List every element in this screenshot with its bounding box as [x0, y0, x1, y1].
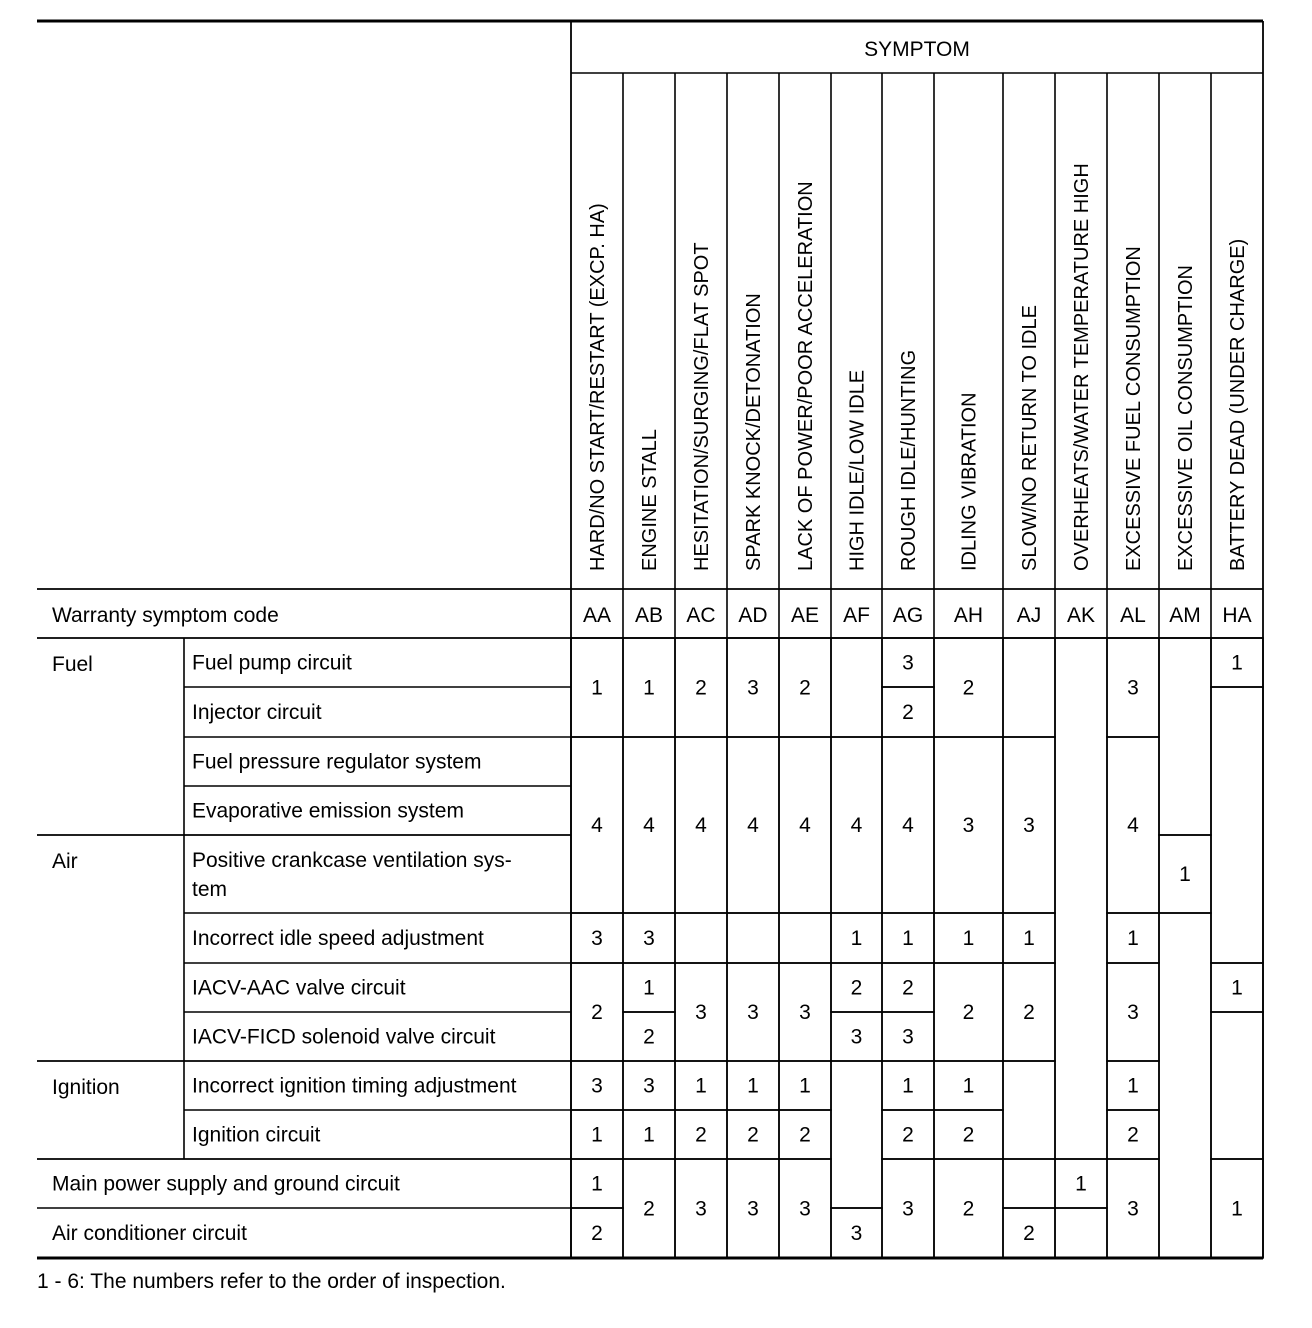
- matrix-cell: [1211, 1012, 1263, 1159]
- inspection-order-value: 2: [695, 1123, 707, 1147]
- inspection-order-value: 3: [1023, 814, 1035, 837]
- symptom-label-group: [898, 350, 920, 571]
- inspection-order-value: 3: [695, 1001, 707, 1024]
- symptom-label: SLOW/NO RETURN TO IDLE: [1019, 305, 1041, 571]
- inspection-order-value: 2: [962, 1123, 975, 1147]
- symptom-code: AB: [634, 604, 664, 627]
- inspection-order-value: 1: [1179, 863, 1191, 886]
- inspection-order-value: 1: [643, 976, 655, 1000]
- symptom-label-group: [959, 392, 981, 571]
- inspection-order-value: 3: [695, 1197, 707, 1221]
- symptom-code: AM: [1169, 604, 1201, 627]
- symptom-code: HA: [1222, 604, 1252, 627]
- inspection-order-value: 3: [1127, 1001, 1139, 1024]
- inspection-order-value: 3: [747, 1001, 759, 1024]
- inspection-order-value: 3: [643, 1074, 655, 1098]
- row-item-label-cont: tem: [192, 878, 228, 901]
- inspection-order-value: 2: [902, 1123, 914, 1147]
- matrix-cell: [727, 913, 779, 963]
- warranty-code-label: Warranty symptom code: [52, 604, 279, 627]
- inspection-order-value: 2: [799, 676, 811, 700]
- inspection-order-value: 3: [902, 651, 914, 675]
- inspection-order-value: 2: [902, 701, 914, 724]
- group-label: Ignition: [52, 1076, 120, 1099]
- matrix-cell: [1003, 1061, 1055, 1159]
- inspection-order-value: 1: [1127, 927, 1139, 950]
- symptom-label: EXCESSIVE FUEL CONSUMPTION: [1123, 246, 1145, 571]
- footnote: 1 - 6: The numbers refer to the order of inspection.: [37, 1270, 506, 1293]
- symptom-code: AK: [1066, 604, 1096, 627]
- inspection-order-value: 3: [962, 814, 975, 837]
- symptom-label: HIGH IDLE/LOW IDLE: [846, 369, 869, 571]
- symptom-code: AJ: [1016, 604, 1042, 627]
- matrix-cell: [1211, 687, 1263, 963]
- inspection-order-value: 1: [643, 676, 655, 700]
- symptom-code: AL: [1120, 604, 1146, 627]
- inspection-order-value: 3: [747, 1197, 759, 1221]
- row-item-label: Air conditioner circuit: [52, 1222, 247, 1245]
- inspection-order-value: 1: [799, 1074, 811, 1098]
- inspection-order-value: 2: [747, 1123, 759, 1147]
- inspection-order-value: 3: [591, 1074, 603, 1098]
- symptom-label-group: [587, 203, 609, 571]
- inspection-order-value: 2: [962, 676, 975, 700]
- inspection-order-value: 3: [799, 1001, 811, 1024]
- symptom-label-group: [1071, 163, 1093, 571]
- inspection-order-value: 3: [902, 1025, 914, 1049]
- symptom-label-group: [639, 429, 661, 571]
- inspection-order-value: 1: [850, 927, 863, 950]
- symptom-label: ENGINE STALL: [639, 429, 661, 571]
- matrix-cell: [1003, 1159, 1055, 1208]
- inspection-order-value: 3: [747, 676, 759, 700]
- row-item-label: Ignition circuit: [192, 1123, 321, 1147]
- matrix-cell: [675, 913, 727, 963]
- symptom-code: AG: [892, 604, 924, 627]
- inspection-order-value: 2: [1023, 1001, 1035, 1024]
- inspection-order-value: 2: [1023, 1222, 1035, 1245]
- symptom-label-group: [743, 293, 765, 571]
- matrix-cell: [779, 913, 831, 963]
- inspection-order-value: 2: [902, 976, 914, 1000]
- inspection-order-value: 2: [1127, 1123, 1139, 1147]
- inspection-order-value: 1: [1023, 927, 1035, 950]
- inspection-order-value: 3: [1127, 1197, 1139, 1221]
- symptom-label-group: [691, 242, 713, 571]
- inspection-order-value: 1: [1231, 1197, 1243, 1221]
- row-item-label: Fuel pressure regulator system: [192, 750, 482, 774]
- inspection-order-value: 2: [695, 676, 707, 700]
- matrix-cell: [1003, 638, 1055, 737]
- symptom-label-group: [1227, 239, 1249, 571]
- inspection-order-value: 2: [962, 1197, 975, 1221]
- inspection-order-value: 1: [643, 1123, 655, 1147]
- inspection-order-value: 3: [591, 927, 603, 950]
- inspection-order-value: 1: [1231, 976, 1243, 1000]
- symptom-code: AF: [843, 604, 870, 627]
- symptom-label-group: [1019, 305, 1041, 571]
- row-item-label: Positive crankcase ventilation sys-: [192, 849, 512, 872]
- inspection-order-value: 1: [591, 1172, 603, 1196]
- inspection-order-value: 4: [850, 814, 863, 837]
- symptom-label-group: [795, 181, 817, 571]
- inspection-order-value: 3: [902, 1197, 914, 1221]
- inspection-order-value: 3: [1127, 676, 1139, 700]
- symptom-label: BATTERY DEAD (UNDER CHARGE): [1227, 238, 1249, 571]
- symptom-label: HARD/NO START/RESTART (EXCP. HA): [587, 203, 609, 571]
- inspection-order-value: 1: [1231, 651, 1243, 675]
- inspection-order-value: 3: [850, 1222, 863, 1245]
- row-item-label: IACV-FICD solenoid valve circuit: [192, 1025, 496, 1049]
- inspection-order-value: 1: [1075, 1172, 1087, 1196]
- matrix-cell: [831, 638, 882, 737]
- inspection-order-value: 2: [799, 1123, 811, 1147]
- matrix-cell: [1159, 638, 1211, 835]
- inspection-order-value: 4: [643, 814, 655, 837]
- inspection-order-value: 2: [591, 1222, 603, 1245]
- row-item-label: IACV-AAC valve circuit: [192, 976, 406, 1000]
- inspection-order-value: 1: [1127, 1074, 1139, 1098]
- symptom-label: HESITATION/SURGING/FLAT SPOT: [691, 242, 713, 571]
- inspection-order-value: 2: [643, 1025, 655, 1049]
- inspection-order-value: 1: [902, 1074, 914, 1098]
- symptom-label-group: [1175, 265, 1197, 571]
- matrix-cell: [1159, 913, 1211, 1258]
- symptom-code: AD: [738, 604, 768, 627]
- symptom-code: AA: [582, 604, 612, 627]
- inspection-order-value: 1: [902, 927, 914, 950]
- group-label: Air: [52, 850, 78, 873]
- symptom-label: SPARK KNOCK/DETONATION: [743, 293, 765, 571]
- inspection-order-value: 4: [902, 814, 914, 837]
- row-item-label: Incorrect idle speed adjustment: [192, 927, 484, 950]
- inspection-order-value: 2: [643, 1197, 655, 1221]
- symptom-label: LACK OF POWER/POOR ACCELERATION: [795, 181, 817, 571]
- symptom-code: AE: [790, 604, 820, 627]
- inspection-order-value: 3: [799, 1197, 811, 1221]
- inspection-order-value: 1: [747, 1074, 759, 1098]
- symptom-code: AC: [686, 604, 716, 627]
- inspection-order-value: 1: [962, 1074, 975, 1098]
- symptom-label: OVERHEATS/WATER TEMPERATURE HIGH: [1071, 163, 1093, 571]
- matrix-cell: [1055, 1208, 1107, 1258]
- row-item-label: Main power supply and ground circuit: [52, 1172, 400, 1196]
- symptom-label: EXCESSIVE OIL CONSUMPTION: [1175, 265, 1197, 571]
- inspection-order-value: 2: [962, 1001, 975, 1024]
- inspection-order-value: 1: [962, 927, 975, 950]
- symptom-header: SYMPTOM: [864, 38, 970, 61]
- symptom-label-group: [847, 370, 869, 571]
- symptom-label: IDLING VIBRATION: [958, 392, 981, 571]
- inspection-order-value: 3: [643, 927, 655, 950]
- inspection-order-value: 4: [1127, 814, 1139, 837]
- inspection-order-value: 4: [695, 814, 707, 837]
- row-item-label: Evaporative emission system: [192, 799, 464, 823]
- inspection-order-value: 2: [850, 976, 863, 1000]
- inspection-order-value: 4: [747, 814, 759, 837]
- row-item-label: Injector circuit: [192, 701, 322, 724]
- symptom-label-group: [1123, 246, 1145, 571]
- inspection-order-value: 2: [591, 1001, 603, 1024]
- symptom-label: ROUGH IDLE/HUNTING: [898, 349, 920, 571]
- inspection-order-value: 1: [591, 1123, 603, 1147]
- row-item-label: Incorrect ignition timing adjustment: [192, 1074, 517, 1098]
- inspection-order-value: 1: [695, 1074, 707, 1098]
- inspection-order-value: 3: [850, 1025, 863, 1049]
- matrix-cell: [1055, 638, 1107, 1159]
- inspection-order-value: 1: [591, 676, 603, 700]
- inspection-order-value: 4: [799, 814, 811, 837]
- group-label: Fuel: [52, 653, 93, 676]
- inspection-order-value: 4: [591, 814, 603, 837]
- matrix-cell: [831, 1061, 882, 1208]
- row-item-label: Fuel pump circuit: [192, 651, 352, 675]
- symptom-code: AH: [953, 604, 984, 627]
